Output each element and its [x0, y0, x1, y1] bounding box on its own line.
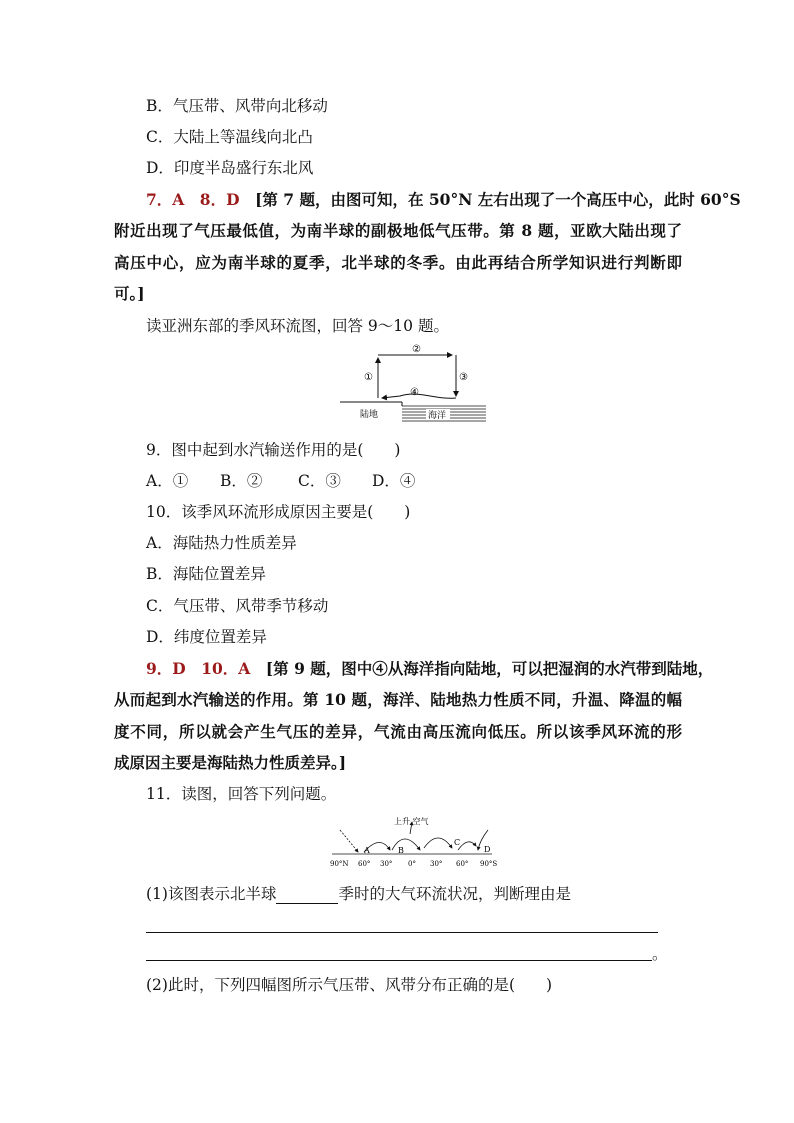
answer-blank-season[interactable]: [276, 888, 338, 904]
label-land: 陆地: [360, 410, 379, 420]
question-11-stem: 11．读图，回答下列问题。: [146, 785, 337, 803]
label-C: C: [454, 838, 461, 847]
label-sea: 海洋: [428, 411, 447, 421]
question-9-stem: 9．图中起到水汽输送作用的是( ): [146, 441, 401, 459]
option-6d: D．印度半岛盛行东北风: [146, 159, 314, 177]
option-9c: C．③: [298, 472, 341, 490]
option-9d: D．④: [372, 472, 416, 490]
answer-7-8-line2: 附近出现了气压最低值，为南半球的副极地低气压带。第 8 题，亚欧大陆出现了: [114, 221, 682, 240]
answer-line-2[interactable]: [146, 960, 652, 961]
latitude-tick-label: 0°: [408, 860, 416, 868]
latitude-tick-label: 30°: [380, 860, 393, 868]
arrow-4: [382, 394, 456, 398]
question-11-2: (2)此时，下列四幅图所示气压带、风带分布正确的是( ): [146, 976, 553, 994]
latitude-tick-label: 60°: [456, 860, 469, 868]
global-circulation-diagram: [328, 812, 500, 872]
label-rising-air: 上升 空气: [394, 817, 429, 826]
latitude-tick-label: 30°: [430, 860, 443, 868]
latitude-tick-label: 60°: [358, 860, 371, 868]
option-10d: D．纬度位置差异: [146, 628, 267, 646]
monsoon-circulation-diagram: [340, 340, 486, 426]
label-4: ④: [410, 387, 419, 398]
answer-9-10-line4: 成原因主要是海陆热力性质差异。]: [114, 753, 347, 772]
intro-9-10: 读亚洲东部的季风环流图，回答 9～10 题。: [146, 317, 449, 335]
option-9b: B．②: [220, 472, 263, 490]
answer-9-10-line2: 从而起到水汽输送的作用。第 10 题，海洋、陆地热力性质不同，升温、降温的幅: [114, 690, 682, 709]
answer-9-10-line1: 9．D 10．A [第 9 题，图中④从海洋指向陆地，可以把湿润的水汽带到陆地，: [146, 659, 714, 678]
option-6b: B．气压带、风带向北移动: [146, 97, 328, 115]
label-B: B: [398, 846, 404, 855]
answer-7-8-line4: 可。]: [114, 284, 145, 303]
latitude-tick-label: 90°N: [330, 860, 349, 868]
answer-7-8-line3: 高压中心，应为南半球的夏季，北半球的冬季。由此再结合所学知识进行判断即: [114, 253, 682, 272]
option-10b: B．海陆位置差异: [146, 565, 266, 583]
answer-line-end-mark: 。: [652, 945, 668, 963]
label-A: A: [364, 846, 370, 855]
option-6c: C．大陆上等温线向北凸: [146, 128, 313, 146]
label-D: D: [484, 845, 491, 854]
label-3: ③: [459, 372, 468, 383]
question-11-1: (1)该图表示北半球 季时的大气环流状况，判断理由是: [146, 885, 571, 903]
option-10c: C．气压带、风带季节移动: [146, 597, 329, 615]
label-1: ①: [364, 372, 373, 383]
answer-7-8-label: 7．A 8．D: [146, 190, 240, 209]
question-10-stem: 10．该季风环流形成原因主要是( ): [146, 503, 411, 521]
answer-7-8-line1: 7．A 8．D [第 7 题，由图可知，在 50°N 左右出现了一个高压中心，此时 60°S: [146, 190, 741, 209]
latitude-tick-label: 90°S: [480, 860, 498, 868]
option-10a: A．海陆热力性质差异: [146, 534, 297, 552]
answer-9-10-label: 9．D 10．A: [146, 659, 251, 678]
answer-line-1[interactable]: [146, 932, 658, 933]
option-9a: A．①: [146, 472, 189, 490]
answer-9-10-line3: 度不同，所以就会产生气压的差异，气流由高压流向低压。所以该季风环流的形: [114, 722, 682, 741]
latitude-ticks: [330, 860, 497, 868]
label-2: ②: [412, 344, 421, 355]
